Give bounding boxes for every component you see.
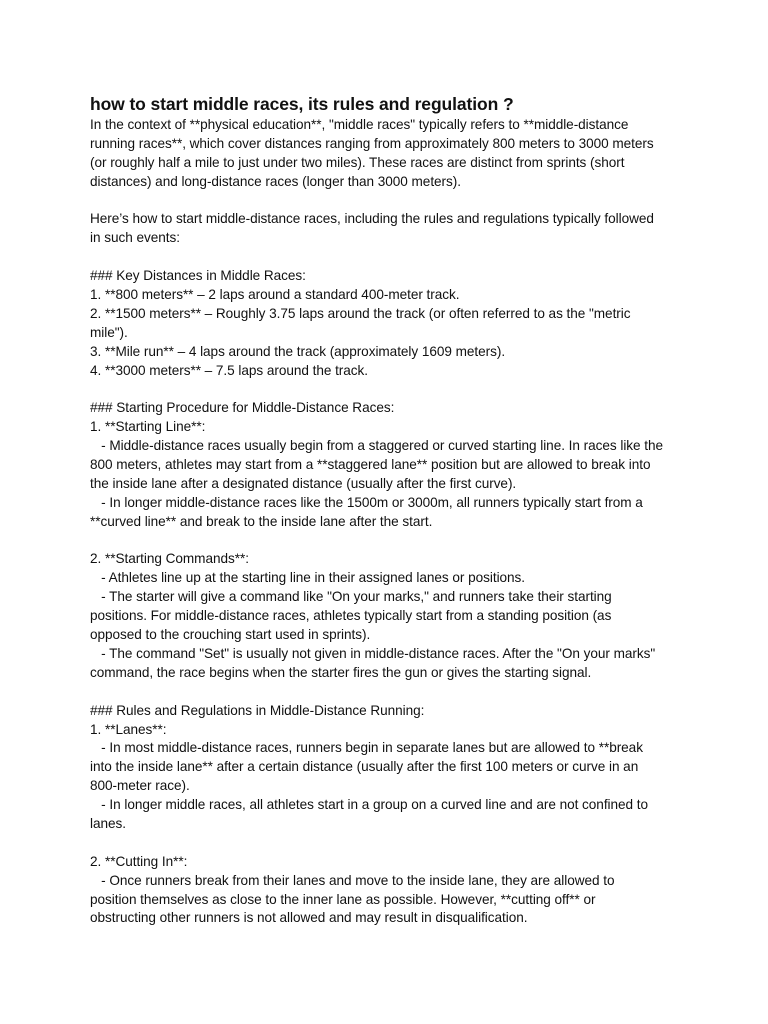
text-line: 1. **Lanes**: [90,721,167,737]
blank-line [90,683,690,702]
text-line: obstructing other runners is not allowed and may result in disqualification. [90,910,528,926]
text-line: 3. **Mile run** – 4 laps around the track (approximately 1609 meters). [90,343,506,359]
text-line: - Athletes line up at the starting line in their assigned lanes or positions. [90,570,526,586]
text-line: 800-meter race). [90,778,190,794]
text-line: lanes. [90,815,126,831]
text-line: 2. **Cutting In**: [90,853,188,869]
text-line: 1. **800 meters** – 2 laps around a standard 400-meter track. [90,287,460,303]
text-line: opposed to the crouching start used in sprints). [90,627,371,643]
text-line: (or roughly half a mile to just under two miles). These races are distinct from sprints (short [90,154,625,170]
text-line: running races**, which cover distances ranging from approximately 800 meters to 3000 meters [90,135,654,151]
text-line: the inside lane after a designated distance (usually after the first curve). [90,475,517,491]
text-line: into the inside lane** after a certain distance (usually after the first 100 meters or curve in an [90,759,639,775]
text-line: ### Key Distances in Middle Races: [90,268,306,284]
text-line: 4. **3000 meters** – 7.5 laps around the track. [90,362,369,378]
text-line: command, the race begins when the starter fires the gun or gives the starting signal. [90,664,592,680]
text-line: 2. **1500 meters** – Roughly 3.75 laps around the track (or often referred to as the "metric [90,305,631,321]
text-line: in such events: [90,230,180,246]
text-line: - Middle-distance races usually begin from a staggered or curved starting line. In races like the [90,438,664,454]
document-page [90,92,690,928]
text-line: In the context of **physical education**, "middle races" typically refers to **middle-distance [90,117,629,132]
text-line: - In longer middle races, all athletes start in a group on a curved line and are not confined to [90,797,649,813]
blank-line [90,834,690,853]
text-line: positions. For middle-distance races, athletes typically start from a standing position (as [90,608,612,624]
text-line: - In longer middle-distance races like the 1500m or 3000m, all runners typically start from a [90,494,643,510]
text-line: distances) and long-distance races (longer than 3000 meters). [90,173,461,189]
text-line: ### Starting Procedure for Middle-Distance Races: [90,400,395,416]
blank-line [90,248,690,267]
blank-line [90,192,690,211]
text-line: Here’s how to start middle-distance races, including the rules and regulations typically followed [90,211,654,227]
text-line: 1. **Starting Line**: [90,419,206,435]
text-line: - Once runners break from their lanes and move to the inside lane, they are allowed to [90,872,615,888]
text-line: 800 meters, athletes may start from a **staggered lane** position but are allowed to break into [90,457,651,473]
text-line: - In most middle-distance races, runners begin in separate lanes but are allowed to **break [90,740,643,756]
document-body [90,116,690,928]
text-line: mile"). [90,324,128,340]
text-line: ### Rules and Regulations in Middle-Distance Running: [90,702,425,718]
page-title: how to start middle races, its rules and regulation ? [90,94,514,114]
text-line: 2. **Starting Commands**: [90,551,249,567]
blank-line [90,532,690,551]
text-line: position themselves as close to the inner lane as possible. However, **cutting off** or [90,891,596,907]
text-line: - The command "Set" is usually not given in middle-distance races. After the "On your marks" [90,645,656,661]
text-line: - The starter will give a command like "On your marks," and runners take their starting [90,589,612,605]
blank-line [90,380,690,399]
text-line: **curved line** and break to the inside lane after the start. [90,513,433,529]
